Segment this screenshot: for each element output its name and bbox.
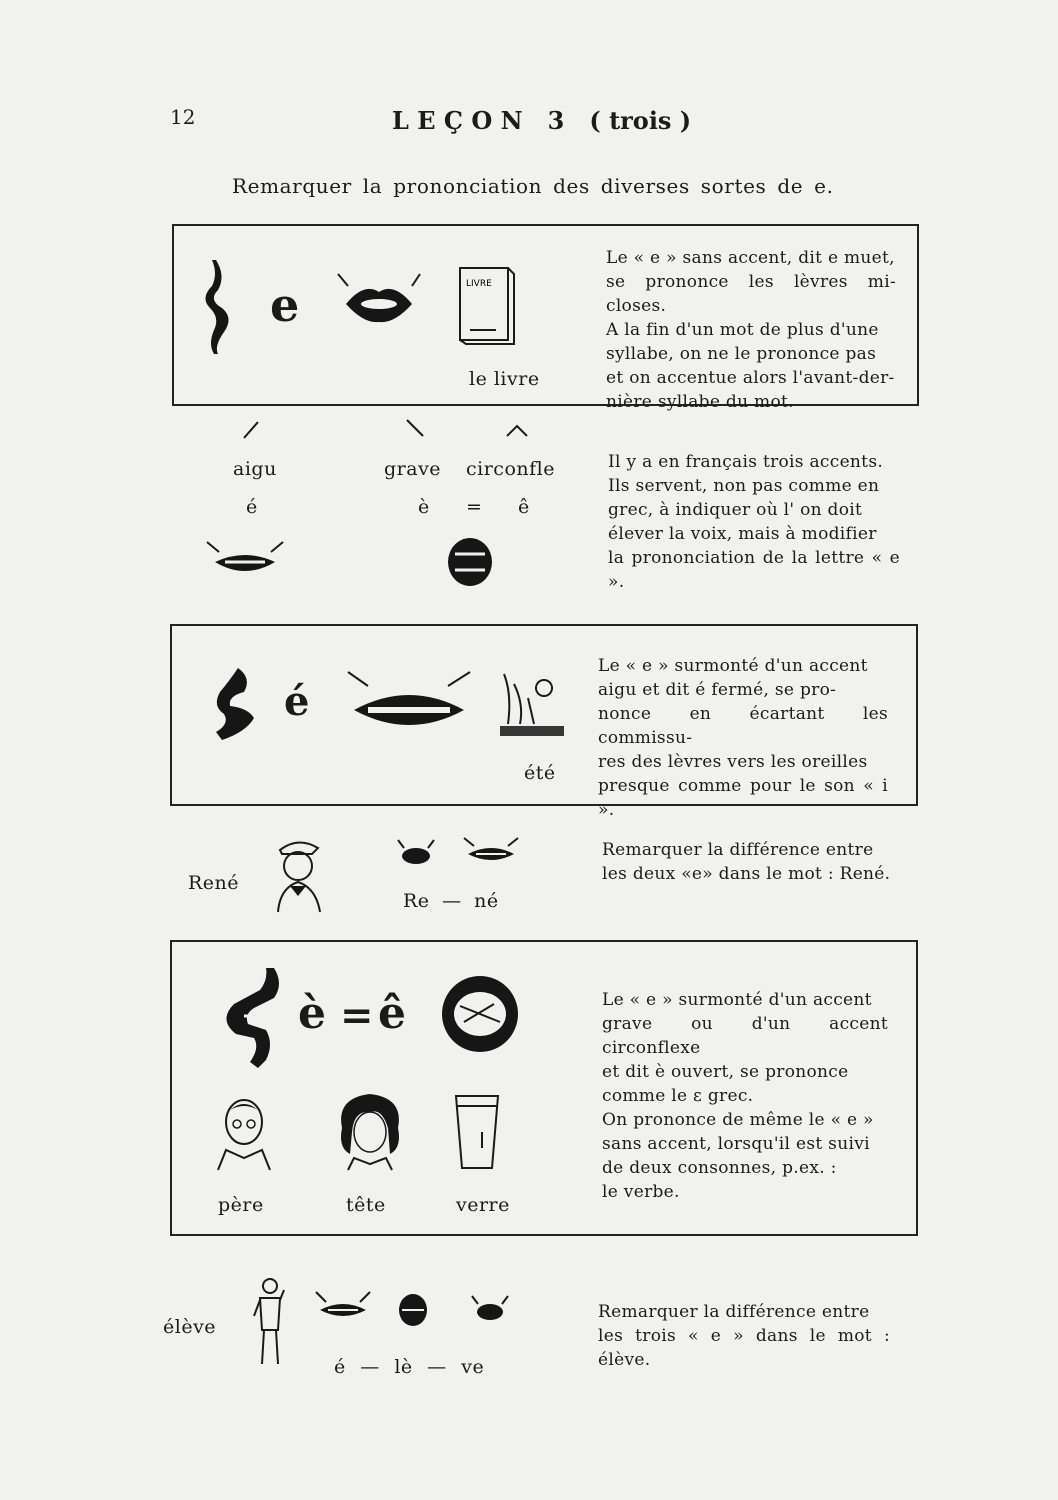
word-eleve: élève bbox=[163, 1316, 217, 1338]
profile-teeth-icon bbox=[208, 666, 262, 746]
label-circonfle: circonfle bbox=[466, 458, 555, 480]
text-e-ferme: Le « e » surmonté d'un accent aigu et dit é fermé, se pro- nonce en écartant les commissu- res des lèvres vers les oreilles presque comme pour le son « i ». bbox=[598, 656, 888, 820]
mouth-ne-icon bbox=[462, 836, 520, 866]
wide-smile-icon bbox=[205, 540, 285, 580]
mouth-e-muet-icon bbox=[470, 1294, 510, 1324]
mouth-e-aigu-icon bbox=[314, 1290, 372, 1324]
lesson-title: L E Ç O N 3 ( trois ) bbox=[392, 106, 692, 135]
accent-aigu-mark bbox=[240, 420, 260, 440]
book-title: LIVRE bbox=[466, 279, 492, 289]
word-rene: René bbox=[188, 872, 240, 894]
text-rene: Remarquer la différence entre les deux «e» dans le mot : René. bbox=[602, 840, 891, 884]
syllables-eleve: é — lè — ve bbox=[334, 1356, 485, 1378]
caption-verre: verre bbox=[456, 1194, 510, 1216]
box-e-ouvert bbox=[170, 940, 918, 1236]
label-grave: grave bbox=[384, 458, 442, 480]
text-e-ouvert: Le « e » surmonté d'un accent grave ou d'un accent circonflexe et dit è ouvert, se prononce comme le ε grec. On prononce de même le « e » sans accent, lorsqu'il est suivi de deux consonnes, p.ex. : le verbe. bbox=[602, 990, 888, 1202]
letter-e-ferme: é bbox=[284, 678, 310, 725]
open-mouth-icon bbox=[445, 536, 495, 588]
page-number: 12 bbox=[170, 105, 196, 129]
formula-equals: = bbox=[340, 992, 374, 1039]
text-eleve: Remarquer la différence entre les trois « e » dans le mot : élève. bbox=[598, 1302, 890, 1370]
glass-icon bbox=[452, 1092, 502, 1172]
text-accents: Il y a en français trois accents. Ils servent, non pas comme en grec, à indiquer où l' on doit élever la voix, mais à modifier la prononciation de la lettre « e ». bbox=[608, 452, 900, 592]
wide-smile-teeth-icon bbox=[344, 670, 474, 740]
e-grave-char: è bbox=[418, 496, 430, 518]
book-icon bbox=[456, 264, 516, 348]
wide-open-mouth-icon bbox=[438, 972, 522, 1056]
mouth-re-icon bbox=[396, 838, 436, 868]
formula-e-grave: è bbox=[298, 988, 326, 1039]
caption-le-livre: le livre bbox=[469, 368, 540, 390]
accent-circonflexe-mark bbox=[505, 424, 529, 438]
profile-lips-icon bbox=[204, 256, 244, 356]
letter-e-muet: e bbox=[270, 278, 300, 332]
formula-e-circonflexe: ê bbox=[378, 988, 406, 1039]
text-e-muet: Le « e » sans accent, dit e muet, se prononce les lèvres mi-closes. A la fin d'un mot de plus d'une syllabe, on ne le prononce pas et on accentue alors l'avant-der- nière syllabe du mot. bbox=[606, 248, 896, 412]
box-e-muet bbox=[172, 224, 919, 412]
father-portrait-icon bbox=[214, 1092, 274, 1172]
caption-tete: tête bbox=[346, 1194, 386, 1216]
label-aigu: aigu bbox=[233, 458, 277, 480]
mouth-e-grave-icon bbox=[396, 1292, 430, 1328]
pupil-figure-icon bbox=[252, 1276, 288, 1368]
caption-pere: père bbox=[218, 1194, 264, 1216]
profile-open-mouth-icon bbox=[214, 964, 284, 1074]
equals-sign: = bbox=[466, 496, 483, 518]
e-circonflexe-char: ê bbox=[518, 496, 530, 518]
summer-scene-icon bbox=[494, 664, 570, 744]
intro-text: Remarquer la prononciation des diverses sortes de e. bbox=[232, 174, 834, 198]
accent-grave-mark bbox=[405, 418, 425, 438]
lips-half-closed-icon bbox=[334, 272, 424, 332]
caption-ete: été bbox=[524, 762, 556, 784]
syllables-rene: Re — né bbox=[403, 890, 499, 912]
box-e-ferme bbox=[170, 624, 918, 820]
e-aigu-char: é bbox=[246, 496, 258, 518]
girl-portrait-icon bbox=[332, 1088, 408, 1172]
boy-portrait-icon bbox=[268, 836, 328, 914]
